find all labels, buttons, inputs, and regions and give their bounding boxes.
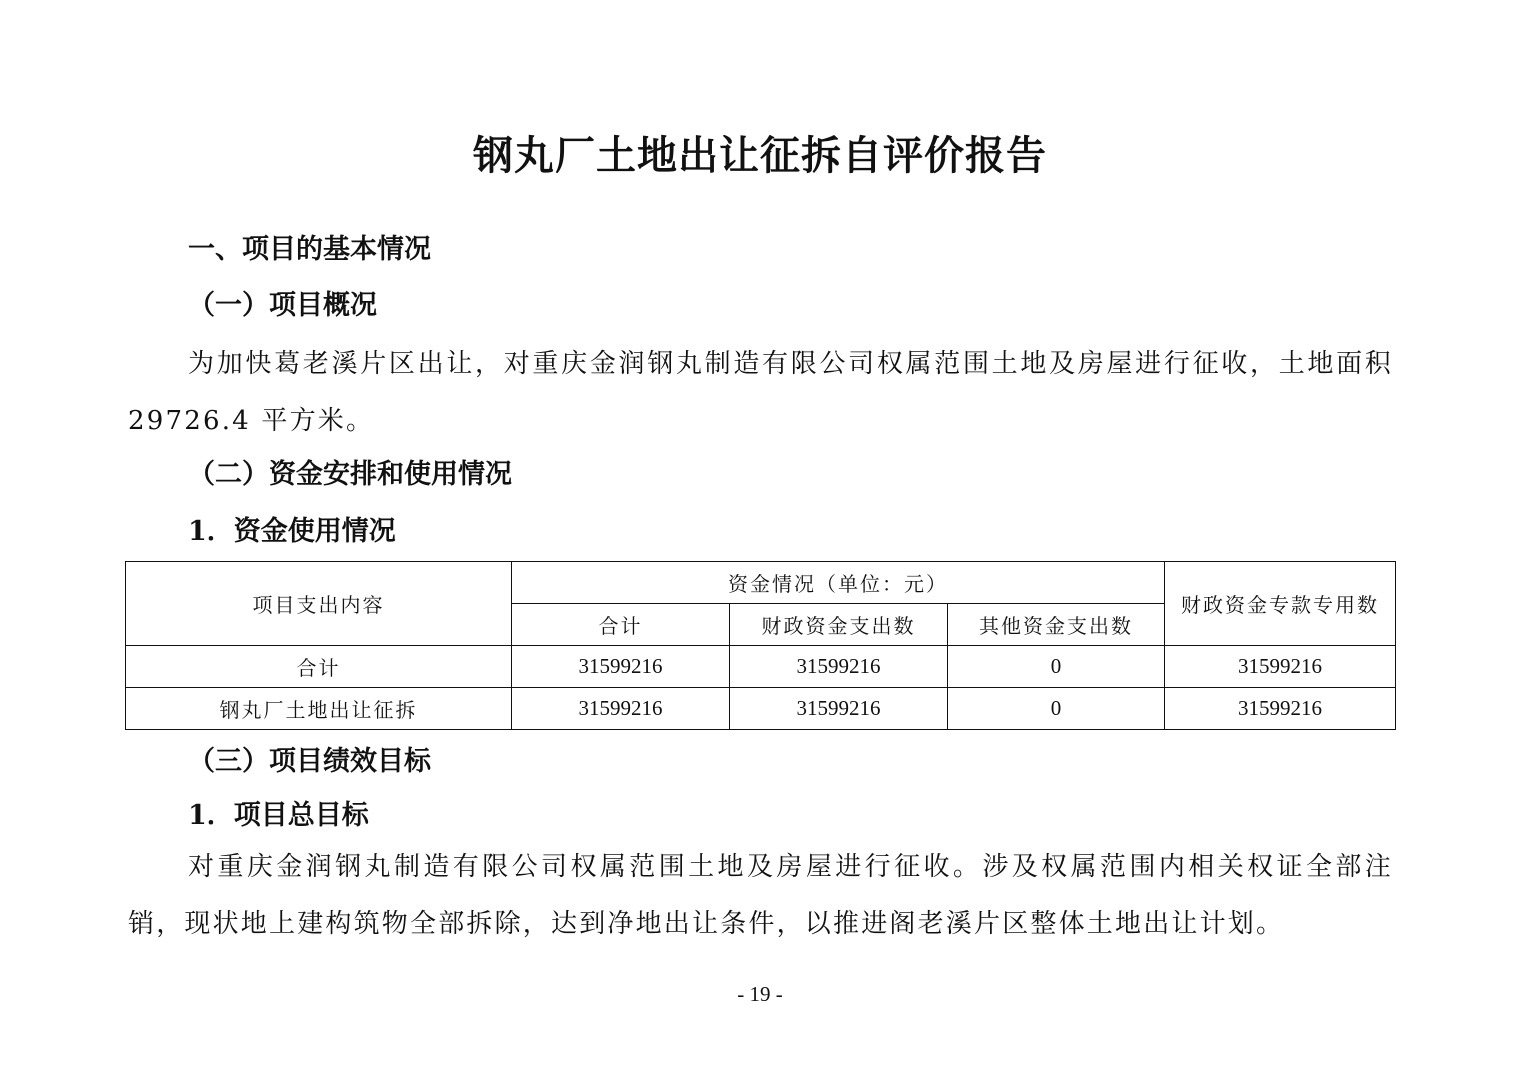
header-other: 其他资金支出数 xyxy=(948,604,1165,646)
target-paragraph: 对重庆金润钢丸制造有限公司权属范围土地及房屋进行征收。涉及权属范围内相关权证全部注销，现状地上建构筑物全部拆除，达到净地出让条件，以推进阁老溪片区整体土地出让计划。 xyxy=(128,852,1393,939)
cell-special: 31599216 xyxy=(1165,646,1396,688)
page-number: - 19 - xyxy=(737,982,783,1006)
header-fiscal: 财政资金支出数 xyxy=(730,604,948,646)
cell-total: 31599216 xyxy=(512,646,730,688)
report-title: 钢丸厂土地出让征拆自评价报告 xyxy=(473,132,1047,179)
subsection-heading-overview: （一）项目概况 xyxy=(188,290,377,321)
section-heading-basic-info: 一、项目的基本情况 xyxy=(188,234,431,265)
cell-item: 合计 xyxy=(126,646,512,688)
header-total: 合计 xyxy=(512,604,730,646)
fund-usage-table xyxy=(125,561,1396,730)
cell-special: 31599216 xyxy=(1165,688,1396,730)
cell-fiscal: 31599216 xyxy=(730,646,948,688)
subsection-heading-targets: （三）项目绩效目标 xyxy=(188,746,431,777)
table-row xyxy=(126,646,1396,688)
table-header-row xyxy=(126,562,1396,604)
cell-other: 0 xyxy=(948,688,1165,730)
overview-paragraph: 为加快葛老溪片区出让，对重庆金润钢丸制造有限公司权属范围土地及房屋进行征收，土地面积 29726.4 平方米。 xyxy=(128,349,1393,436)
header-item: 项目支出内容 xyxy=(126,562,512,646)
item-heading-overall-target: 1．项目总目标 xyxy=(188,800,369,831)
table-row xyxy=(126,688,1396,730)
item-heading-fund-usage: 1．资金使用情况 xyxy=(188,516,396,547)
header-funds-group: 资金情况（单位：元） xyxy=(512,562,1165,604)
cell-fiscal: 31599216 xyxy=(730,688,948,730)
cell-total: 31599216 xyxy=(512,688,730,730)
subsection-heading-funds: （二）资金安排和使用情况 xyxy=(188,459,512,490)
cell-item: 钢丸厂土地出让征拆 xyxy=(126,688,512,730)
cell-other: 0 xyxy=(948,646,1165,688)
header-special: 财政资金专款专用数 xyxy=(1165,562,1396,646)
